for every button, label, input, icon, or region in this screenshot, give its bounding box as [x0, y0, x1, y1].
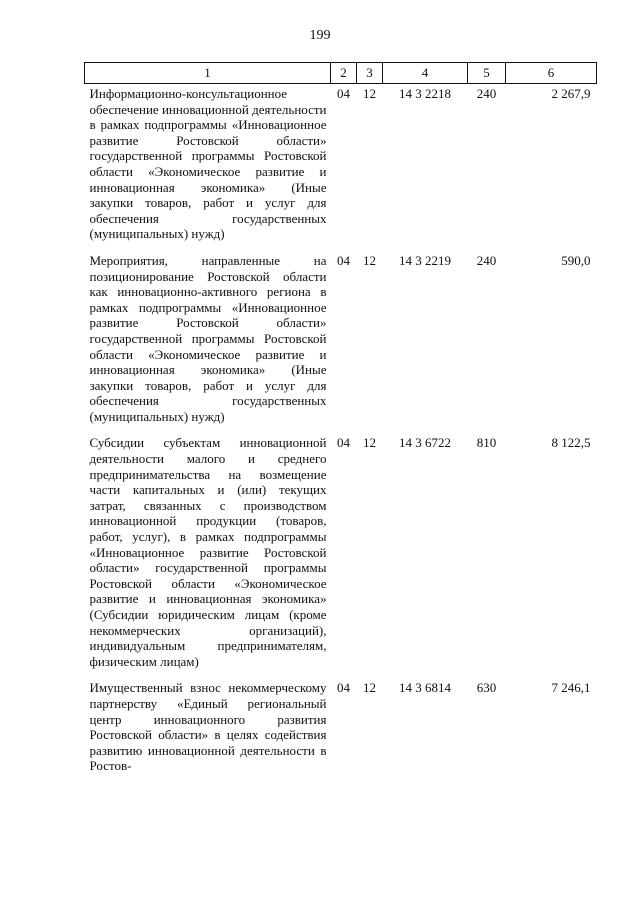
header-col-5: 5: [468, 63, 506, 84]
row-section: 04: [337, 680, 350, 696]
row-section: 04: [337, 86, 350, 101]
header-col-3: 3: [357, 63, 383, 84]
row-description: Имущественный взнос некоммерческому партнерству «Единый региональный центр инновационного развития Ростовской области» в целях содействия развитию инновационной деятельности в Ростов-: [89, 680, 327, 774]
page-number: 199: [309, 28, 331, 43]
row-subsection: 12: [363, 680, 376, 696]
row-target-article: 14 3 6722: [399, 435, 451, 451]
header-col-1: 1: [85, 63, 331, 84]
row-section: 04: [337, 252, 350, 268]
header-col-4: 4: [383, 63, 468, 84]
row-target-article: 14 3 2218: [399, 86, 451, 101]
row-expense-type: 810: [476, 435, 497, 451]
header-row: [85, 63, 597, 84]
row-amount: 590,0: [561, 252, 591, 268]
table-row: [85, 84, 597, 253]
row-target-article: 14 3 6814: [399, 680, 451, 696]
header-col-2: 2: [331, 63, 357, 84]
row-amount: 8 122,5: [551, 435, 591, 451]
row-amount: 7 246,1: [551, 680, 591, 696]
table-row: [85, 680, 597, 785]
row-target-article: 14 3 2219: [399, 252, 451, 268]
row-description: Мероприятия, направленные на позиционирование Ростовской области как инновационно-активного региона в рамках подпрограммы «Инновационное развитие Ростовской области» государственной программы Ростовской области «Экономическое развитие и инновационная экономика» (Иные закупки товаров, работ и услуг для обеспечения государственных (муниципальных) нужд): [89, 252, 327, 424]
header-col-6: 6: [506, 63, 597, 84]
row-expense-type: 630: [476, 680, 497, 696]
row-description: Субсидии субъектам инновационной деятельности малого и среднего предпринимательства на возмещение части капитальных и (или) текущих затрат, связанных с производством инновационной продукции (товаров, работ, услуг), в рамках подпрограммы «Инновационное развитие Ростовской области» государственной программы Ростовской области «Экономическое развитие и инновационная экономика» (Субсидии юридическим лицам (кроме некоммерческих организаций), индивидуальным предпринимателям, физическим лицам): [89, 435, 327, 669]
row-subsection: 12: [363, 86, 376, 101]
row-expense-type: 240: [476, 252, 497, 268]
row-amount: 2 267,9: [551, 86, 591, 101]
row-subsection: 12: [363, 252, 376, 268]
row-section: 04: [337, 435, 350, 451]
row-subsection: 12: [363, 435, 376, 451]
table-row: [85, 435, 597, 680]
row-expense-type: 240: [476, 86, 497, 101]
budget-table: [84, 62, 597, 785]
row-description: Информационно-консультационное обеспечение инновационной деятельности в рамках подпрограммы «Инновационное развитие Ростовской области» государственной программы Ростовской области «Экономическое развитие и инновационная экономика» (Иные закупки товаров, работ и услуг для обеспечения государственных (муниципальных) нужд): [89, 86, 327, 242]
table-row: [85, 253, 597, 436]
